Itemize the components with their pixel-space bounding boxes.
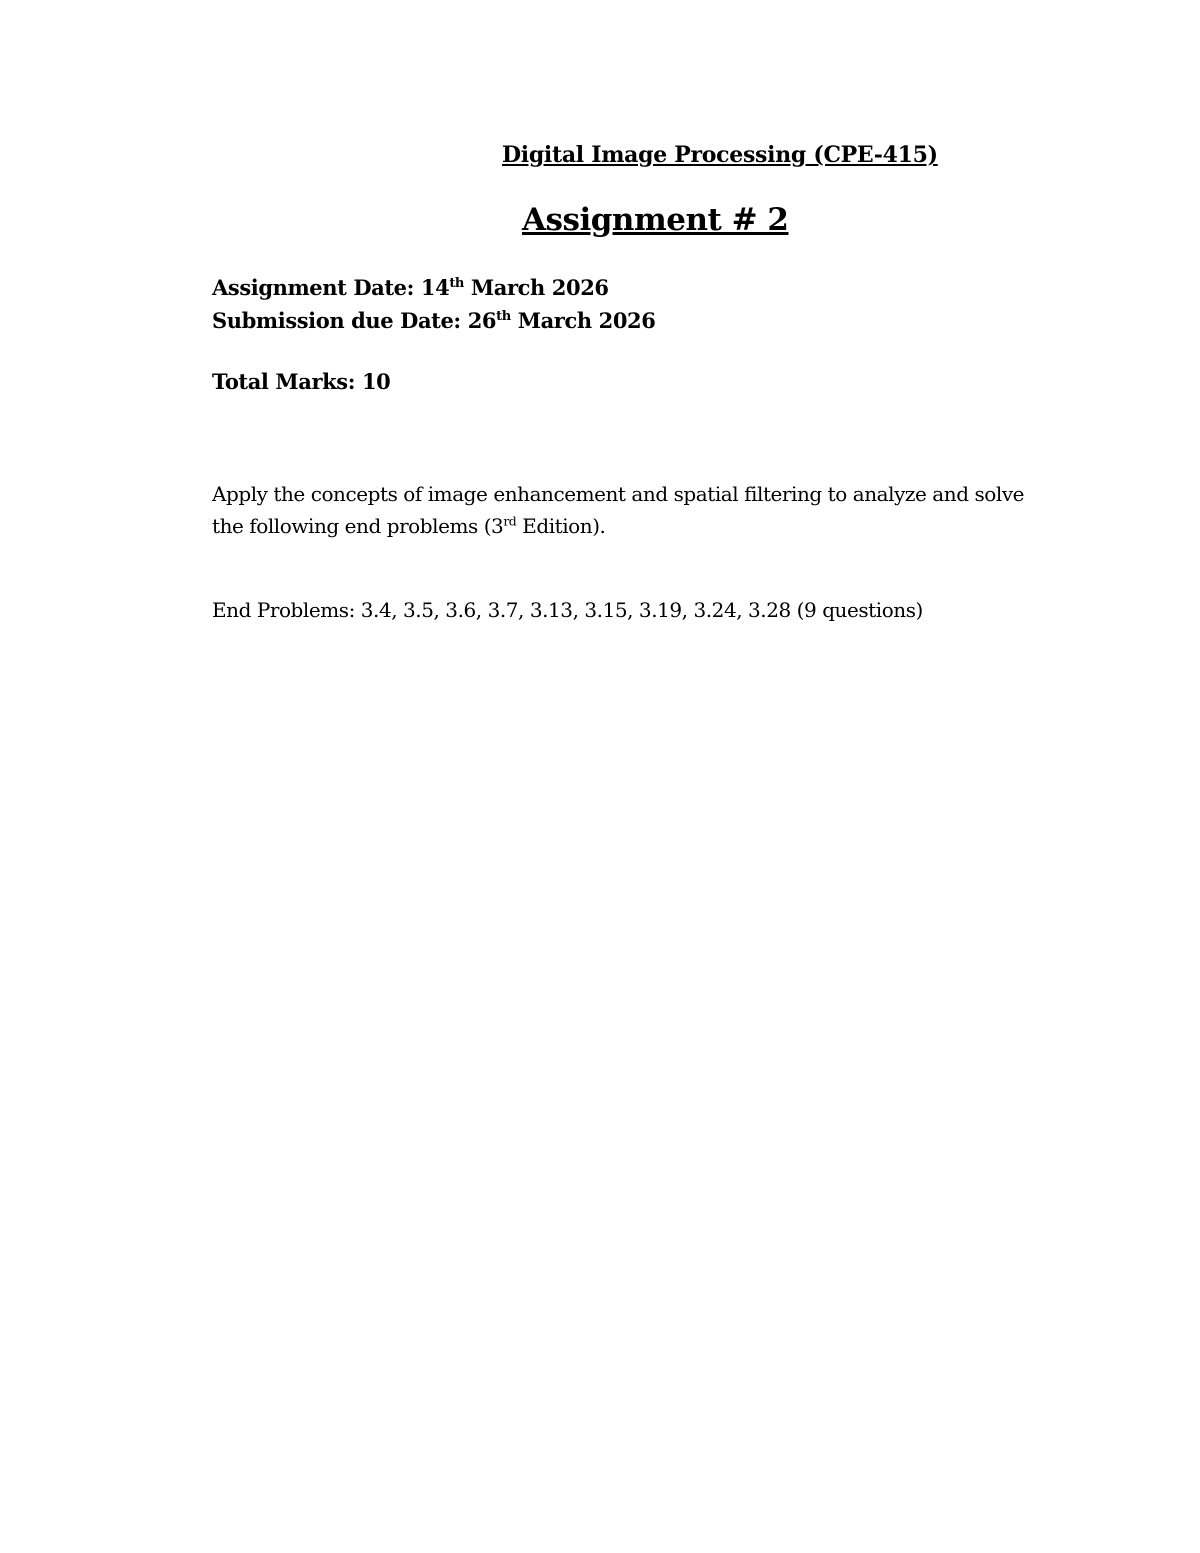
- submission-date-day: 26: [467, 308, 497, 333]
- submission-date-month-year: March 2026: [510, 308, 656, 333]
- submission-date-line: [212, 308, 655, 333]
- assignment-title: Assignment # 2: [522, 202, 789, 238]
- submission-date-label: Submission due Date:: [212, 308, 468, 333]
- submission-date-suffix: th: [496, 309, 511, 324]
- assignment-date-month-year: March 2026: [464, 275, 609, 300]
- instructions-line-2-end: Edition).: [516, 514, 606, 538]
- total-marks: Total Marks: 10: [212, 369, 391, 394]
- assignment-date-suffix: th: [449, 276, 464, 291]
- instructions-line-2-start: the following end problems (3: [212, 514, 504, 538]
- course-title: Digital Image Processing (CPE-415): [502, 142, 938, 168]
- assignment-date-line: [212, 275, 609, 300]
- edition-suffix: rd: [503, 513, 517, 529]
- instructions-line-2: [212, 514, 605, 538]
- end-problems-list: End Problems: 3.4, 3.5, 3.6, 3.7, 3.13, 3.15, 3.19, 3.24, 3.28 (9 questions): [212, 598, 923, 622]
- assignment-date-label: Assignment Date:: [212, 275, 421, 300]
- instructions-line-1: Apply the concepts of image enhancement and spatial filtering to analyze and solve: [212, 482, 1025, 506]
- assignment-date-day: 14: [420, 275, 450, 300]
